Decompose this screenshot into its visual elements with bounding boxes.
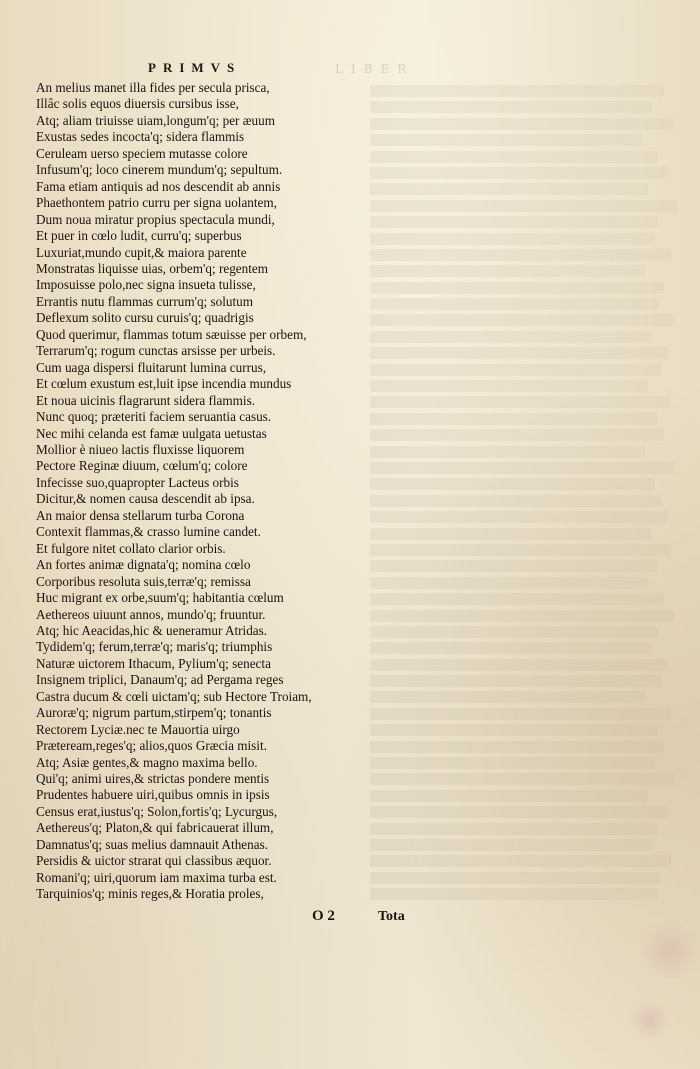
verse-text-block: [36, 80, 366, 903]
bleedthrough-line: [370, 495, 661, 507]
running-head: PRIMVS: [148, 60, 242, 75]
signature-mark: O 2: [312, 908, 335, 924]
verse-line: Terrarum'q; rogum cunctas arsisse per urbeis.: [36, 343, 276, 359]
catchword: Tota: [378, 909, 405, 924]
verse-line: Qui'q; animi uires,& strictas pondere mentis: [36, 771, 270, 787]
verse-line: Atq; aliam triuisse uiam,longum'q; per æuum: [36, 112, 275, 128]
bleedthrough-line: [370, 216, 658, 228]
bleedthrough-line: [370, 610, 674, 622]
bleedthrough-line: [370, 396, 671, 408]
verse-line: Aethereus'q; Platon,& qui fabricauerat illum,: [36, 820, 274, 836]
verse-line: Infusum'q; loco cinerem mundum'q; sepultum.: [36, 162, 283, 178]
bleedthrough-line: [370, 855, 671, 867]
bleedthrough-line: [370, 298, 658, 310]
verse-line: Mollior è niueo lactis fluxisse liquorem: [36, 441, 245, 457]
bleedthrough-line: [370, 577, 648, 589]
verse-line: Damnatus'q; suas melius damnauit Athenas.: [36, 836, 269, 852]
verse-line: Imposuisse polo,nec signa insueta tulisse,: [36, 277, 256, 293]
bleedthrough-line: [370, 183, 648, 195]
verse-line: Illâc solis equos diuersis cursibus isse,: [36, 96, 239, 112]
bleedthrough-line: [370, 724, 658, 736]
bleedthrough-line: [370, 528, 652, 540]
verse-line: Et puer in cœlo ludit, curru'q; superbus: [36, 228, 242, 244]
verse-line: Nunc quoq; præteriti faciem seruantia casus.: [36, 409, 272, 425]
verse-line: Cum uaga dispersi fluitarunt lumina currus,: [36, 359, 267, 375]
verse-line: Insignem triplici, Danaum'q; ad Pergama reges: [36, 672, 284, 688]
verse-line: Naturæ uictorem Ithacum, Pylium'q; senecta: [36, 655, 271, 671]
verse-line: An fortes animæ dignata'q; nomina cœlo: [36, 557, 251, 573]
bleedthrough-line: [370, 118, 674, 130]
bleedthrough-line: [370, 560, 658, 572]
verse-line: Aethereos uiuunt annos, mundo'q; fruuntur.: [36, 606, 266, 622]
verse-line: Monstratas liquisse uias, orbem'q; regentem: [36, 260, 269, 276]
bleedthrough-line: [370, 167, 668, 179]
bleedthrough-text: [370, 85, 690, 905]
bleedthrough-line: [370, 249, 671, 261]
verse-line: Et cœlum exustum est,luit ipse incendia mundus: [36, 376, 292, 392]
bleedthrough-line: [370, 741, 664, 753]
bleedthrough-line: [370, 101, 652, 113]
bleedthrough-line: [370, 151, 658, 163]
bleedthrough-line: [370, 265, 645, 277]
verse-line: Et fulgore nitet collato clarior orbis.: [36, 540, 226, 556]
bleedthrough-line: [370, 347, 668, 359]
verse-line: Deflexum solito cursu curuis'q; quadrigis: [36, 310, 254, 326]
verse-line: Castra ducum & cœli uictam'q; sub Hectore Troiam,: [36, 688, 312, 704]
verse-line: Phaethontem patrio curru per signa uolantem,: [36, 195, 277, 211]
verse-line: Præteream,reges'q; alios,quos Græcia misit.: [36, 738, 267, 754]
bleedthrough-line: [370, 593, 664, 605]
verse-line: An melius manet illa fides per secula prisca,: [36, 80, 270, 95]
paper-stain: [640, 920, 700, 980]
bleedthrough-line: [370, 134, 642, 146]
bleedthrough-line: [370, 478, 655, 490]
bleedthrough-line: [370, 233, 655, 245]
verse-line: Persidis & uictor strarat qui classibus æquor.: [36, 853, 272, 869]
bleedthrough-line: [370, 888, 658, 900]
verse-line: Quod querimur, flammas totum sæuisse per orbem,: [36, 326, 307, 342]
bleedthrough-heading: LIBER: [335, 62, 415, 76]
verse-line: Infecisse suo,quapropter Lacteus orbis: [36, 474, 239, 490]
bleedthrough-line: [370, 413, 658, 425]
verse-line: Huc migrant ex orbe,suum'q; habitantia cœlum: [36, 590, 284, 606]
verse-line: Auroræ'q; nigrum partum,stirpem'q; tonantis: [36, 705, 272, 721]
bleedthrough-line: [370, 282, 664, 294]
bleedthrough-line: [370, 364, 661, 376]
verse-line: Nec mihi celanda est famæ uulgata uetustas: [36, 425, 267, 441]
verse-line: Rectorem Lyciæ.nec te Mauortia uirgo: [36, 721, 240, 737]
bleedthrough-line: [370, 773, 674, 785]
verse-line: Dum noua miratur propius spectacula mundi,: [36, 211, 275, 227]
verse-line: Atq; Asiæ gentes,& magno maxima bello.: [36, 754, 258, 770]
verse-line: Exustas sedes incocta'q; sidera flammis: [36, 129, 245, 145]
verse-line: Tarquinios'q; minis reges,& Horatia proles,: [36, 886, 264, 902]
verse-line: Contexit flammas,& crasso lumine candet.: [36, 524, 261, 540]
verse-line: Pectore Reginæ diuum, cœlum'q; colore: [36, 458, 248, 474]
verse-line: Prudentes habuere uiri,quibus omnis in ipsis: [36, 787, 270, 803]
bleedthrough-line: [370, 380, 648, 392]
verse-line: Errantis nutu flammas currum'q; solutum: [36, 293, 254, 309]
bleedthrough-line: [370, 331, 652, 343]
bleedthrough-line: [370, 872, 661, 884]
bleedthrough-line: [370, 429, 664, 441]
paper-stain: [630, 1000, 670, 1040]
bleedthrough-line: [370, 85, 664, 97]
bleedthrough-line: [370, 200, 677, 212]
bleedthrough-line: [370, 544, 671, 556]
bleedthrough-line: [370, 675, 661, 687]
verse-line: Et noua uicinis flagrarunt sidera flammis.: [36, 392, 255, 408]
bleedthrough-line: [370, 839, 652, 851]
bleedthrough-line: [370, 314, 674, 326]
bleedthrough-line: [370, 806, 668, 818]
verse-line: An maior densa stellarum turba Corona: [36, 507, 245, 523]
bleedthrough-line: [370, 626, 658, 638]
verse-line: Dicitur,& nomen causa descendit ab ipsa.: [36, 491, 255, 507]
bleedthrough-line: [370, 462, 674, 474]
bleedthrough-line: [370, 757, 655, 769]
bleedthrough-line: [370, 659, 668, 671]
verse-line: Romani'q; uiri,quorum iam maxima turba est.: [36, 869, 277, 885]
bleedthrough-line: [370, 446, 645, 458]
verse-line: Luxuriat,mundo cupit,& maiora parente: [36, 244, 247, 260]
bleedthrough-line: [370, 790, 648, 802]
bleedthrough-line: [370, 708, 671, 720]
bleedthrough-line: [370, 691, 645, 703]
bleedthrough-line: [370, 511, 668, 523]
bleedthrough-line: [370, 823, 658, 835]
verse-line: Census erat,iustus'q; Solon,fortis'q; Lycurgus,: [36, 803, 278, 819]
bleedthrough-line: [370, 642, 652, 654]
verse-line: Fama etiam antiquis ad nos descendit ab annis: [36, 178, 281, 194]
verse-line: Ceruleam uerso speciem mutasse colore: [36, 145, 248, 161]
verse-line: Tydidem'q; ferum,terræ'q; maris'q; triumphis: [36, 639, 273, 655]
verse-line: Atq; hic Aeacidas,hic & ueneramur Atridas.: [36, 622, 268, 638]
verse-line: Corporibus resoluta suis,terræ'q; remissa: [36, 573, 251, 589]
